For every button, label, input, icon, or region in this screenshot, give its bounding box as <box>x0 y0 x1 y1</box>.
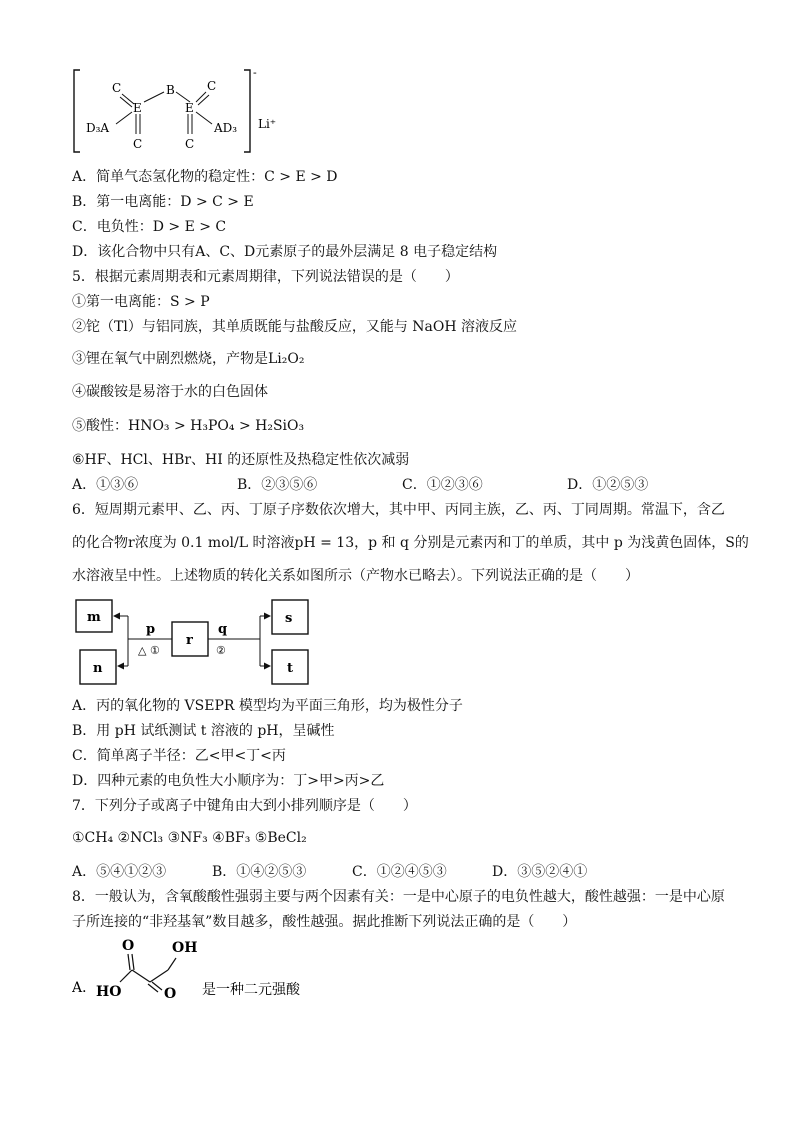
atom-o-top: O <box>122 938 135 954</box>
q5-item-1: ①第一电离能：S > P <box>72 294 210 310</box>
right-bracket <box>244 70 250 152</box>
q6-option-b: B．用 pH 试纸测试 t 溶液的 pH，呈碱性 <box>72 723 335 739</box>
q6-stem-line-1: 6．短周期元素甲、乙、丙、丁原子序数依次增大，其中甲、丙同主族，乙、丙、丁同周期。常温下，含乙 <box>72 502 725 518</box>
group-d3a: D₃A <box>86 121 110 135</box>
anion-structure-diagram <box>72 66 312 156</box>
q4-option-b: B．第一电离能：D > C > E <box>72 194 254 210</box>
atom-c-top-right: C <box>207 79 217 93</box>
atom-o-bottom: O <box>164 986 177 1002</box>
label-q: q <box>218 622 228 637</box>
q5-item-2: ②铊（Tl）与铝同族，其单质既能与盐酸反应，又能与 NaOH 溶液反应 <box>72 319 517 335</box>
group-ad3: AD₃ <box>214 121 238 135</box>
q8-stem-line-1: 8．一般认为，含氧酸酸性强弱主要与两个因素有关：一是中心原子的电负性越大，酸性越强：一是中心原 <box>72 889 725 905</box>
q5-option-d: D．①②⑤③ <box>567 477 649 493</box>
q7-option-d: D．③⑤②④① <box>492 864 588 880</box>
q5-options <box>72 475 732 495</box>
q5-item-6: ⑥HF、HCl、HBr、HI 的还原性及热稳定性依次减弱 <box>72 452 410 468</box>
label-p: p <box>146 622 156 637</box>
option-a-label: A． <box>72 980 97 996</box>
q4-option-c: C．电负性：D > E > C <box>72 219 227 235</box>
q7-option-b: B．①④②⑤③ <box>212 864 307 880</box>
q6-transformation-diagram <box>72 596 322 688</box>
q7-option-c: C．①②④⑤③ <box>352 864 447 880</box>
q6-stem-line-3: 水溶液呈中性。上述物质的转化关系如图所示（产物水已略去）。下列说法正确的是（ ） <box>72 568 639 584</box>
group-oh-top: OH <box>172 940 198 956</box>
counter-ion: Li⁺ <box>258 117 277 131</box>
label-r: r <box>186 633 193 648</box>
label-t: t <box>287 661 294 676</box>
condition-2: ② <box>216 644 226 657</box>
q7-items: ①CH₄ ②NCl₃ ③NF₃ ④BF₃ ⑤BeCl₂ <box>72 830 307 846</box>
atom-c-bottom-left: C <box>133 137 143 151</box>
q5-item-3: ③锂在氧气中剧烈燃烧，产物是Li₂O₂ <box>72 351 305 367</box>
left-bracket <box>74 70 80 152</box>
label-m: m <box>87 610 101 625</box>
q5-stem: 5．根据元素周期表和元素周期律，下列说法错误的是（ ） <box>72 269 459 285</box>
label-s: s <box>285 611 293 626</box>
q5-option-c: C．①②③⑥ <box>402 477 483 493</box>
atom-c-bottom-right: C <box>185 137 195 151</box>
q4-option-a: A．简单气态氢化物的稳定性：C > E > D <box>72 169 338 185</box>
q8-stem-line-2: 子所连接的“非羟基氧”数目越多，酸性越强。据此推断下列说法正确的是（ ） <box>72 914 577 930</box>
q5-option-a: A．①③⑥ <box>72 477 139 493</box>
q6-option-d: D．四种元素的电负性大小顺序为：丁>甲>丙>乙 <box>72 773 385 789</box>
q7-option-a: A．⑤④①②③ <box>72 864 167 880</box>
atom-c-top-left: C <box>112 81 122 95</box>
atom-e-right: E <box>185 101 194 115</box>
oxalic-acid-structure <box>72 934 322 1004</box>
q5-item-4: ④碳酸铵是易溶于水的白色固体 <box>72 384 268 400</box>
q6-option-c: C．简单离子半径：乙<甲<丁<丙 <box>72 748 286 764</box>
q4-option-d: D．该化合物中只有A、C、D元素原子的最外层满足 8 电子稳定结构 <box>72 244 498 260</box>
atom-e-left: E <box>133 101 142 115</box>
atom-b: B <box>166 83 175 97</box>
q6-stem-line-2: 的化合物r浓度为 0.1 mol/L 时溶液pH = 13，p 和 q 分别是元素丙和丁的单质，其中 p 为浅黄色固体，S的 <box>72 535 749 551</box>
q5-option-b: B．②③⑤⑥ <box>237 477 318 493</box>
group-ho-bottom: HO <box>96 984 122 1000</box>
q6-option-a: A．丙的氧化物的 VSEPR 模型均为平面三角形，均为极性分子 <box>72 698 463 714</box>
q5-item-5: ⑤酸性：HNO₃ > H₃PO₄ > H₂SiO₃ <box>72 418 305 434</box>
option-a-text: 是一种二元强酸 <box>202 982 300 998</box>
q7-options <box>72 862 732 882</box>
label-n: n <box>93 661 103 676</box>
condition-1: △ ① <box>138 644 160 657</box>
anion-charge: - <box>253 66 257 79</box>
q7-stem: 7．下列分子或离子中键角由大到小排列顺序是（ ） <box>72 798 417 814</box>
